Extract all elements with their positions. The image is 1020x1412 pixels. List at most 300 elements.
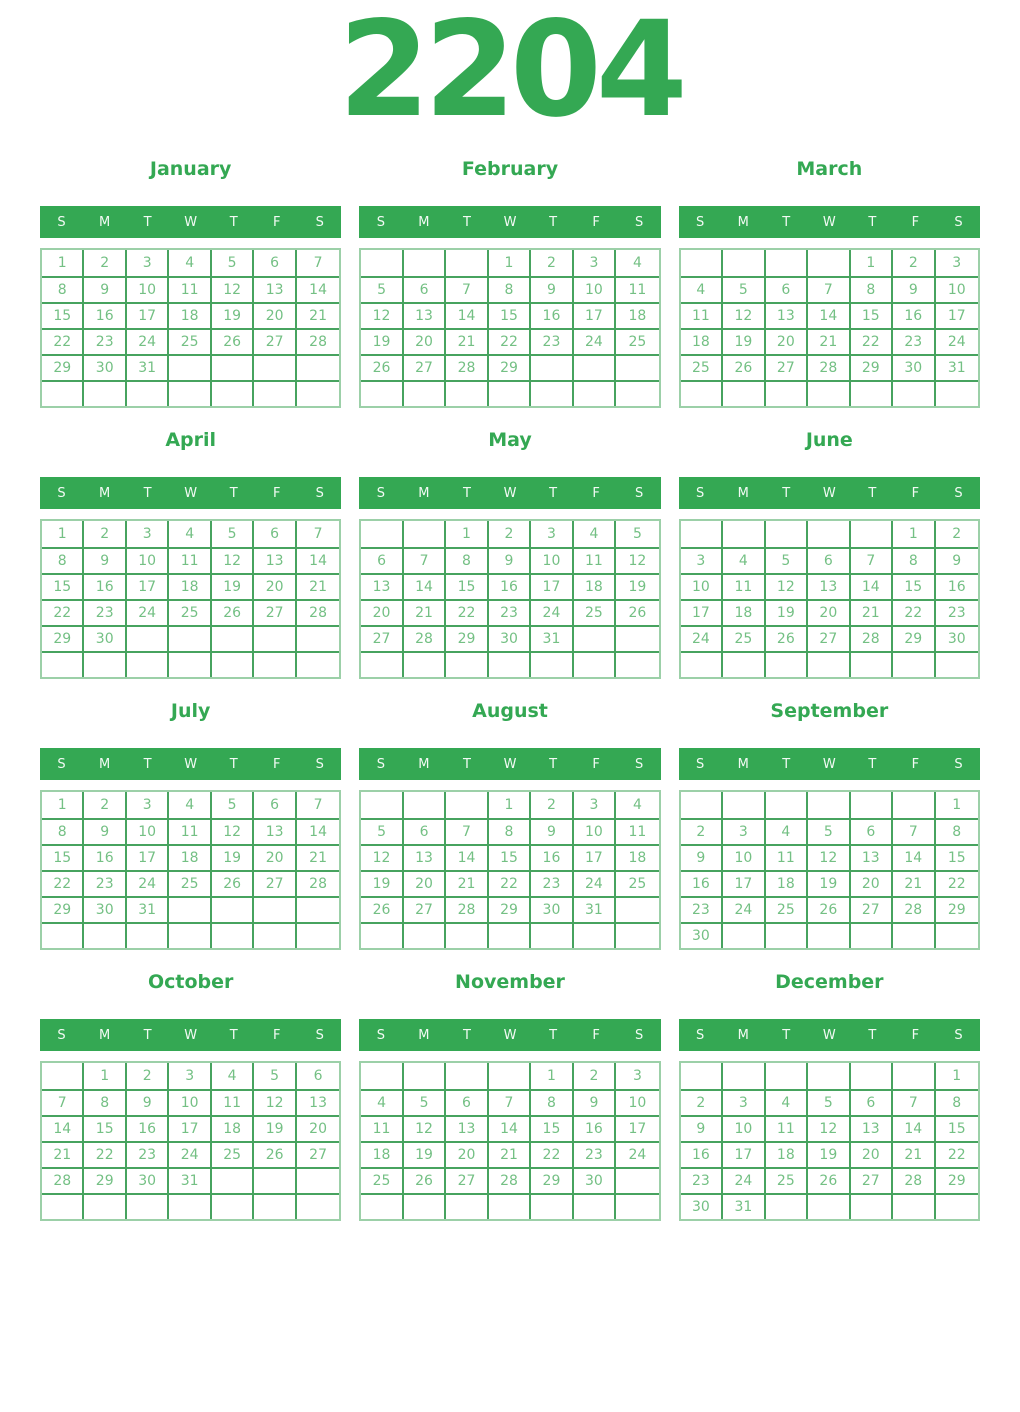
- weekday-label: T: [143, 756, 152, 772]
- empty-day-cell: [808, 521, 850, 547]
- day-cell: 18: [574, 573, 616, 599]
- day-cell: 18: [766, 1141, 808, 1167]
- empty-day-cell: [574, 922, 616, 948]
- day-cell: 12: [723, 302, 765, 328]
- day-cell: 26: [766, 625, 808, 651]
- day-cell: 2: [531, 250, 573, 276]
- day-cell: 24: [616, 1141, 658, 1167]
- weekday-header: [40, 206, 341, 238]
- day-cell: 9: [574, 1089, 616, 1115]
- day-cell: 3: [723, 818, 765, 844]
- empty-day-cell: [446, 922, 488, 948]
- day-cell: 20: [851, 870, 893, 896]
- day-cell: 13: [361, 573, 403, 599]
- empty-day-cell: [254, 354, 296, 380]
- day-cell: 17: [531, 573, 573, 599]
- day-cell: 9: [489, 547, 531, 573]
- month-title: March: [796, 158, 863, 180]
- day-cell: 26: [808, 1167, 850, 1193]
- day-cell: 17: [574, 844, 616, 870]
- empty-day-cell: [42, 922, 84, 948]
- empty-day-cell: [936, 922, 978, 948]
- day-cell: 2: [574, 1063, 616, 1089]
- day-cell: 13: [808, 573, 850, 599]
- empty-day-cell: [169, 354, 211, 380]
- weekday-label: M: [737, 756, 749, 772]
- day-cell: 29: [446, 625, 488, 651]
- day-cell: 1: [893, 521, 935, 547]
- day-cell: 21: [808, 328, 850, 354]
- day-cell: 20: [254, 573, 296, 599]
- weekday-label: T: [462, 1027, 471, 1043]
- empty-day-cell: [404, 792, 446, 818]
- month-block-october: [40, 971, 341, 1221]
- weekday-label: W: [184, 214, 198, 230]
- empty-day-cell: [169, 1193, 211, 1219]
- day-cell: 28: [851, 625, 893, 651]
- day-cell: 9: [893, 276, 935, 302]
- day-cell: 25: [766, 896, 808, 922]
- empty-day-cell: [893, 380, 935, 406]
- day-cell: 31: [169, 1167, 211, 1193]
- day-cell: 4: [212, 1063, 254, 1089]
- weekday-label: S: [315, 1027, 324, 1043]
- day-cell: 19: [808, 870, 850, 896]
- empty-day-cell: [361, 922, 403, 948]
- day-cell: 29: [42, 625, 84, 651]
- weekday-label: W: [503, 1027, 517, 1043]
- empty-day-cell: [361, 380, 403, 406]
- day-cell: 19: [361, 870, 403, 896]
- weekday-label: S: [315, 485, 324, 501]
- day-cell: 19: [361, 328, 403, 354]
- weekday-label: M: [98, 214, 111, 230]
- day-cell: 20: [851, 1141, 893, 1167]
- empty-day-cell: [169, 922, 211, 948]
- empty-day-cell: [893, 792, 935, 818]
- month-grid: [679, 519, 980, 679]
- month-block-march: [679, 158, 980, 408]
- empty-day-cell: [531, 922, 573, 948]
- day-cell: 5: [632, 526, 642, 542]
- empty-day-cell: [766, 250, 808, 276]
- day-cell: 4: [766, 1089, 808, 1115]
- day-cell: 4: [632, 255, 642, 271]
- weekday-header: [40, 1019, 341, 1051]
- day-cell: 24: [723, 1167, 765, 1193]
- day-cell: 29: [489, 896, 531, 922]
- day-cell: 25: [766, 1167, 808, 1193]
- day-cell: 15: [42, 302, 84, 328]
- day-cell: 31: [531, 625, 573, 651]
- day-cell: 16: [531, 302, 573, 328]
- weekday-label: T: [462, 214, 471, 230]
- weekday-header: [679, 477, 980, 509]
- day-cell: 31: [723, 1193, 765, 1219]
- day-cell: 5: [254, 1063, 296, 1089]
- day-cell: 16: [84, 844, 126, 870]
- day-cell: 18: [169, 573, 211, 599]
- day-cell: 4: [681, 276, 723, 302]
- weekday-header: [359, 477, 660, 509]
- day-cell: 28: [489, 1167, 531, 1193]
- day-cell: 12: [361, 844, 403, 870]
- empty-day-cell: [531, 1193, 573, 1219]
- empty-day-cell: [489, 1193, 531, 1219]
- weekday-label: M: [737, 1027, 749, 1043]
- day-cell: 29: [936, 896, 978, 922]
- day-cell: 21: [893, 1141, 935, 1167]
- day-cell: 22: [489, 328, 531, 354]
- day-cell: 10: [936, 276, 978, 302]
- day-cell: 28: [446, 896, 488, 922]
- day-cell: 12: [808, 844, 850, 870]
- weekday-label: T: [549, 1027, 558, 1043]
- month-title: November: [455, 971, 565, 993]
- empty-day-cell: [84, 651, 126, 677]
- day-cell: 19: [616, 573, 658, 599]
- empty-day-cell: [254, 922, 296, 948]
- empty-day-cell: [297, 354, 339, 380]
- day-cell: 18: [616, 302, 658, 328]
- day-cell: 22: [446, 599, 488, 625]
- day-cell: 14: [893, 844, 935, 870]
- day-cell: 15: [936, 844, 978, 870]
- day-cell: 27: [446, 1167, 488, 1193]
- empty-day-cell: [851, 651, 893, 677]
- day-cell: 6: [851, 818, 893, 844]
- day-cell: 28: [446, 354, 488, 380]
- empty-day-cell: [616, 1193, 658, 1219]
- day-cell: 21: [893, 870, 935, 896]
- month-block-february: [359, 158, 660, 408]
- empty-day-cell: [616, 625, 658, 651]
- day-cell: 3: [127, 250, 169, 276]
- empty-day-cell: [489, 1063, 531, 1089]
- day-cell: 14: [489, 1115, 531, 1141]
- day-cell: 7: [893, 818, 935, 844]
- day-cell: 29: [42, 896, 84, 922]
- day-cell: 17: [936, 302, 978, 328]
- empty-day-cell: [681, 250, 723, 276]
- day-cell: 22: [489, 870, 531, 896]
- day-cell: 24: [127, 870, 169, 896]
- day-cell: 7: [42, 1089, 84, 1115]
- empty-day-cell: [212, 625, 254, 651]
- month-grid: [40, 248, 341, 408]
- day-cell: 23: [681, 896, 723, 922]
- day-cell: 26: [616, 599, 658, 625]
- day-cell: 7: [446, 276, 488, 302]
- day-cell: 23: [531, 870, 573, 896]
- day-cell: 28: [297, 870, 339, 896]
- day-cell: 27: [851, 1167, 893, 1193]
- day-cell: 21: [297, 302, 339, 328]
- empty-day-cell: [84, 380, 126, 406]
- day-cell: 27: [404, 896, 446, 922]
- day-cell: 29: [531, 1167, 573, 1193]
- day-cell: 13: [254, 818, 296, 844]
- empty-day-cell: [361, 651, 403, 677]
- day-cell: 30: [936, 625, 978, 651]
- empty-day-cell: [936, 1193, 978, 1219]
- day-cell: 20: [297, 1115, 339, 1141]
- day-cell: 16: [893, 302, 935, 328]
- weekday-label: M: [418, 1027, 430, 1043]
- day-cell: 14: [446, 844, 488, 870]
- empty-day-cell: [127, 651, 169, 677]
- day-cell: 14: [808, 302, 850, 328]
- empty-day-cell: [42, 651, 84, 677]
- day-cell: 14: [297, 547, 339, 573]
- day-cell: 10: [723, 1115, 765, 1141]
- weekday-label: T: [868, 214, 877, 230]
- empty-day-cell: [297, 651, 339, 677]
- day-cell: 5: [766, 547, 808, 573]
- day-cell: 27: [254, 870, 296, 896]
- weekday-label: S: [57, 1027, 66, 1043]
- day-cell: 10: [723, 844, 765, 870]
- empty-day-cell: [254, 1193, 296, 1219]
- day-cell: 30: [681, 1193, 723, 1219]
- day-cell: 6: [808, 547, 850, 573]
- day-cell: 2: [681, 1089, 723, 1115]
- day-cell: 15: [42, 844, 84, 870]
- day-cell: 23: [936, 599, 978, 625]
- month-grid: [359, 248, 660, 408]
- day-cell: 27: [297, 1141, 339, 1167]
- day-cell: 14: [404, 573, 446, 599]
- empty-day-cell: [84, 1193, 126, 1219]
- day-cell: 23: [574, 1141, 616, 1167]
- day-cell: 1: [952, 1068, 962, 1084]
- month-block-july: [40, 700, 341, 950]
- empty-day-cell: [893, 922, 935, 948]
- day-cell: 11: [723, 573, 765, 599]
- day-cell: 1: [42, 521, 84, 547]
- weekday-label: S: [954, 214, 963, 230]
- day-cell: 13: [446, 1115, 488, 1141]
- day-cell: 20: [404, 328, 446, 354]
- month-grid: [40, 519, 341, 679]
- empty-day-cell: [446, 250, 488, 276]
- day-cell: 16: [681, 1141, 723, 1167]
- day-cell: 31: [127, 354, 169, 380]
- day-cell: 16: [489, 573, 531, 599]
- empty-day-cell: [42, 1193, 84, 1219]
- day-cell: 30: [84, 625, 126, 651]
- empty-day-cell: [361, 1063, 403, 1089]
- day-cell: 17: [723, 870, 765, 896]
- day-cell: 29: [84, 1167, 126, 1193]
- empty-day-cell: [723, 792, 765, 818]
- day-cell: 17: [574, 302, 616, 328]
- day-cell: 6: [313, 1068, 323, 1084]
- empty-day-cell: [531, 354, 573, 380]
- empty-day-cell: [808, 792, 850, 818]
- day-cell: 1: [446, 521, 488, 547]
- weekday-header: [40, 477, 341, 509]
- day-cell: 23: [681, 1167, 723, 1193]
- empty-day-cell: [297, 896, 339, 922]
- empty-day-cell: [893, 1193, 935, 1219]
- day-cell: 2: [893, 250, 935, 276]
- day-cell: 12: [361, 302, 403, 328]
- weekday-label: S: [376, 756, 385, 772]
- weekday-label: S: [315, 214, 324, 230]
- day-cell: 7: [489, 1089, 531, 1115]
- day-cell: 2: [84, 250, 126, 276]
- day-cell: 6: [254, 792, 296, 818]
- day-cell: 6: [361, 547, 403, 573]
- month-title: September: [770, 700, 889, 722]
- day-cell: 26: [723, 354, 765, 380]
- weekday-label: S: [376, 1027, 385, 1043]
- empty-day-cell: [766, 922, 808, 948]
- day-cell: 1: [851, 250, 893, 276]
- day-cell: 7: [851, 547, 893, 573]
- empty-day-cell: [681, 521, 723, 547]
- day-cell: 28: [297, 328, 339, 354]
- day-cell: 11: [169, 547, 211, 573]
- empty-day-cell: [361, 1193, 403, 1219]
- empty-day-cell: [404, 521, 446, 547]
- empty-day-cell: [212, 922, 254, 948]
- day-cell: 28: [404, 625, 446, 651]
- day-cell: 16: [127, 1115, 169, 1141]
- day-cell: 1: [84, 1063, 126, 1089]
- day-cell: 6: [254, 250, 296, 276]
- empty-day-cell: [808, 651, 850, 677]
- day-cell: 27: [808, 625, 850, 651]
- weekday-label: S: [635, 756, 644, 772]
- day-cell: 27: [404, 354, 446, 380]
- month-block-april: [40, 429, 341, 679]
- day-cell: 15: [84, 1115, 126, 1141]
- weekday-label: F: [911, 214, 920, 230]
- day-cell: 5: [361, 818, 403, 844]
- day-cell: 1: [489, 250, 531, 276]
- empty-day-cell: [681, 792, 723, 818]
- empty-day-cell: [446, 1193, 488, 1219]
- month-grid: [40, 1061, 341, 1221]
- day-cell: 7: [446, 818, 488, 844]
- day-cell: 22: [84, 1141, 126, 1167]
- day-cell: 18: [361, 1141, 403, 1167]
- day-cell: 15: [489, 844, 531, 870]
- weekday-label: S: [696, 756, 705, 772]
- day-cell: 5: [723, 276, 765, 302]
- weekday-label: F: [911, 756, 920, 772]
- empty-day-cell: [766, 1193, 808, 1219]
- day-cell: 18: [212, 1115, 254, 1141]
- empty-day-cell: [254, 896, 296, 922]
- day-cell: 2: [489, 521, 531, 547]
- day-cell: 28: [42, 1167, 84, 1193]
- day-cell: 15: [893, 573, 935, 599]
- day-cell: 24: [574, 328, 616, 354]
- day-cell: 6: [254, 521, 296, 547]
- empty-day-cell: [723, 651, 765, 677]
- day-cell: 9: [84, 818, 126, 844]
- day-cell: 9: [531, 276, 573, 302]
- day-cell: 24: [936, 328, 978, 354]
- empty-day-cell: [616, 922, 658, 948]
- day-cell: 12: [616, 547, 658, 573]
- months-grid: [40, 158, 980, 1221]
- day-cell: 8: [893, 547, 935, 573]
- day-cell: 20: [446, 1141, 488, 1167]
- weekday-label: S: [57, 485, 66, 501]
- day-cell: 18: [616, 844, 658, 870]
- weekday-label: F: [592, 756, 600, 772]
- month-title: August: [472, 700, 548, 722]
- day-cell: 24: [723, 896, 765, 922]
- empty-day-cell: [808, 380, 850, 406]
- day-cell: 8: [42, 818, 84, 844]
- empty-day-cell: [766, 380, 808, 406]
- weekday-label: T: [782, 214, 791, 230]
- day-cell: 5: [212, 250, 254, 276]
- weekday-label: T: [229, 485, 238, 501]
- day-cell: 26: [212, 599, 254, 625]
- month-grid: [679, 1061, 980, 1221]
- day-cell: 19: [212, 302, 254, 328]
- weekday-header: [359, 1019, 660, 1051]
- weekday-label: T: [143, 214, 152, 230]
- empty-day-cell: [446, 380, 488, 406]
- weekday-label: W: [822, 214, 836, 230]
- day-cell: 8: [489, 818, 531, 844]
- day-cell: 31: [574, 896, 616, 922]
- day-cell: 28: [893, 896, 935, 922]
- month-grid: [359, 790, 660, 950]
- day-cell: 3: [127, 792, 169, 818]
- day-cell: 27: [254, 599, 296, 625]
- day-cell: 21: [297, 573, 339, 599]
- empty-day-cell: [404, 651, 446, 677]
- month-title: May: [488, 429, 532, 451]
- weekday-label: S: [376, 214, 385, 230]
- day-cell: 1: [531, 1063, 573, 1089]
- day-cell: 22: [531, 1141, 573, 1167]
- day-cell: 14: [297, 276, 339, 302]
- day-cell: 15: [42, 573, 84, 599]
- day-cell: 16: [84, 573, 126, 599]
- empty-day-cell: [297, 1167, 339, 1193]
- day-cell: 11: [681, 302, 723, 328]
- weekday-label: T: [782, 756, 791, 772]
- empty-day-cell: [446, 651, 488, 677]
- month-grid: [679, 248, 980, 408]
- day-cell: 14: [893, 1115, 935, 1141]
- day-cell: 21: [446, 328, 488, 354]
- weekday-label: T: [549, 214, 558, 230]
- day-cell: 24: [574, 870, 616, 896]
- empty-day-cell: [723, 250, 765, 276]
- day-cell: 8: [531, 1089, 573, 1115]
- day-cell: 13: [254, 276, 296, 302]
- day-cell: 6: [766, 276, 808, 302]
- day-cell: 17: [127, 573, 169, 599]
- empty-day-cell: [254, 625, 296, 651]
- month-block-august: [359, 700, 660, 950]
- day-cell: 11: [616, 818, 658, 844]
- empty-day-cell: [446, 792, 488, 818]
- empty-day-cell: [212, 354, 254, 380]
- empty-day-cell: [893, 1063, 935, 1089]
- day-cell: 2: [84, 792, 126, 818]
